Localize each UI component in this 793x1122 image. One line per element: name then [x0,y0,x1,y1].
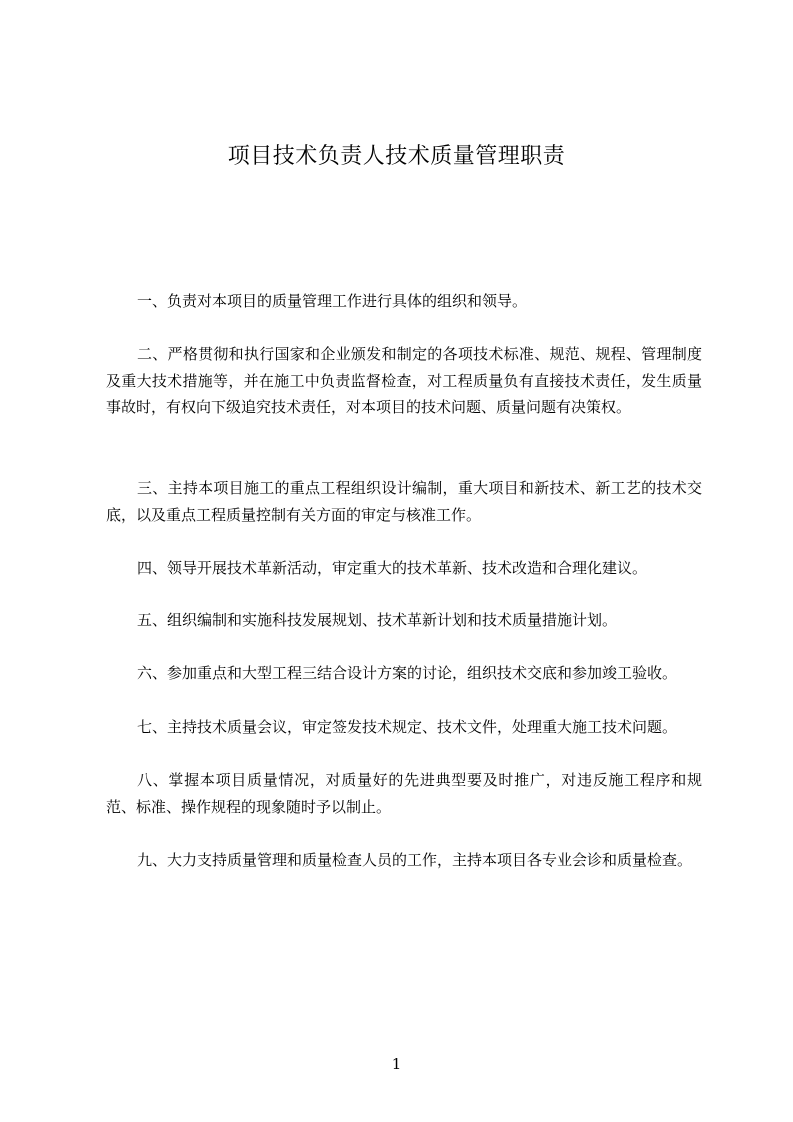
clause-7: 七、主持技术质量会议，审定签发技术规定、技术文件，处理重大施工技术问题。 [137,718,678,736]
clause-2: 二、严格贯彻和执行国家和企业颁发和制定的各项技术标准、规范、规程、管理制度及重大技术措施等，并在施工中负责监督检查，对工程质量负有直接技术责任，发生质量事故时，有权向下级追究技术责任，对本项目的技术问题、质量问题有决策权。 [106,345,702,416]
document-title: 项目技术负责人技术质量管理职责 [227,144,566,169]
clause-5: 五、组织编制和实施科技发展规划、技术革新计划和技术质量措施计划。 [137,611,618,629]
clause-6: 六、参加重点和大型工程三结合设计方案的讨论，组织技术交底和参加竣工验收。 [137,664,678,682]
page-number: 1 [391,1055,402,1073]
clause-4: 四、领导开展技术革新活动，审定重大的技术革新、技术改造和合理化建议。 [137,559,648,577]
clause-9: 九、大力支持质量管理和质量检查人员的工作，主持本项目各专业会诊和质量检查。 [137,851,693,869]
clause-3: 三、主持本项目施工的重点工程组织设计编制，重大项目和新技术、新工艺的技术交底，以及重点工程质量控制有关方面的审定与核准工作。 [106,479,702,524]
clause-1: 一、负责对本项目的质量管理工作进行具体的组织和领导。 [137,292,528,310]
clause-8: 八、掌握本项目质量情况，对质量好的先进典型要及时推广，对违反施工程序和规范、标准、操作规程的现象随时予以制止。 [106,771,702,816]
